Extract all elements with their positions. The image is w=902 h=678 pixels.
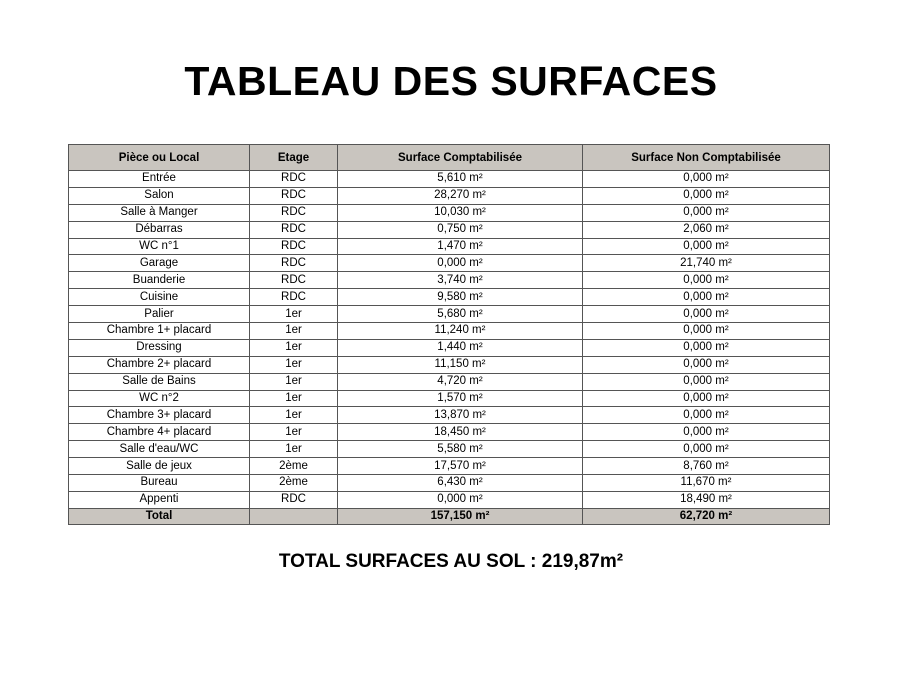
counted-surface-cell: 10,030 m² <box>338 204 583 221</box>
table-body <box>69 171 830 509</box>
uncounted-surface-cell: 0,000 m² <box>583 356 830 373</box>
table-row <box>69 323 830 340</box>
room-name-cell: Buanderie <box>69 272 250 289</box>
table-row <box>69 171 830 188</box>
table-row <box>69 272 830 289</box>
table-row <box>69 424 830 441</box>
room-name-cell: Salle de jeux <box>69 458 250 475</box>
counted-surface-cell: 28,270 m² <box>338 187 583 204</box>
page-title: TABLEAU DES SURFACES <box>184 58 718 104</box>
counted-surface-cell: 11,150 m² <box>338 356 583 373</box>
table-row <box>69 255 830 272</box>
floor-cell: 2ème <box>250 458 338 475</box>
counted-surface-cell: 1,440 m² <box>338 339 583 356</box>
uncounted-surface-cell: 0,000 m² <box>583 323 830 340</box>
uncounted-surface-cell: 0,000 m² <box>583 441 830 458</box>
counted-surface-cell: 5,610 m² <box>338 171 583 188</box>
uncounted-surface-cell: 0,000 m² <box>583 289 830 306</box>
uncounted-surface-cell: 0,000 m² <box>583 339 830 356</box>
room-name-cell: Chambre 3+ placard <box>69 407 250 424</box>
table-row <box>69 238 830 255</box>
floor-cell: 2ème <box>250 475 338 492</box>
uncounted-surface-cell: 18,490 m² <box>583 491 830 508</box>
room-name-cell: Salon <box>69 187 250 204</box>
total-counted-surface: 157,150 m² <box>338 508 583 524</box>
table-row <box>69 187 830 204</box>
room-name-cell: Entrée <box>69 171 250 188</box>
floor-cell: RDC <box>250 255 338 272</box>
uncounted-surface-cell: 21,740 m² <box>583 255 830 272</box>
table-row <box>69 289 830 306</box>
table-row <box>69 458 830 475</box>
counted-surface-cell: 0,000 m² <box>338 491 583 508</box>
column-header-counted-surface: Surface Comptabilisée <box>338 145 583 171</box>
uncounted-surface-cell: 0,000 m² <box>583 238 830 255</box>
room-name-cell: Bureau <box>69 475 250 492</box>
room-name-cell: Débarras <box>69 221 250 238</box>
surfaces-table <box>68 144 830 525</box>
room-name-cell: Garage <box>69 255 250 272</box>
counted-surface-cell: 3,740 m² <box>338 272 583 289</box>
table-row <box>69 306 830 323</box>
floor-cell: 1er <box>250 441 338 458</box>
table-row <box>69 475 830 492</box>
counted-surface-cell: 17,570 m² <box>338 458 583 475</box>
room-name-cell: WC n°2 <box>69 390 250 407</box>
counted-surface-cell: 1,470 m² <box>338 238 583 255</box>
floor-cell: RDC <box>250 187 338 204</box>
room-name-cell: Salle d'eau/WC <box>69 441 250 458</box>
uncounted-surface-cell: 0,000 m² <box>583 171 830 188</box>
counted-surface-cell: 9,580 m² <box>338 289 583 306</box>
uncounted-surface-cell: 8,760 m² <box>583 458 830 475</box>
floor-cell: RDC <box>250 221 338 238</box>
floor-cell: 1er <box>250 356 338 373</box>
table-row <box>69 441 830 458</box>
room-name-cell: Chambre 1+ placard <box>69 323 250 340</box>
floor-cell: RDC <box>250 171 338 188</box>
room-name-cell: Dressing <box>69 339 250 356</box>
uncounted-surface-cell: 0,000 m² <box>583 187 830 204</box>
table-row <box>69 390 830 407</box>
room-name-cell: Cuisine <box>69 289 250 306</box>
floor-cell: 1er <box>250 306 338 323</box>
total-label: Total <box>69 508 250 524</box>
floor-cell: RDC <box>250 289 338 306</box>
grand-total: TOTAL SURFACES AU SOL : 219,87m² <box>278 551 624 572</box>
room-name-cell: Salle à Manger <box>69 204 250 221</box>
counted-surface-cell: 1,570 m² <box>338 390 583 407</box>
counted-surface-cell: 18,450 m² <box>338 424 583 441</box>
floor-cell: 1er <box>250 339 338 356</box>
counted-surface-cell: 5,680 m² <box>338 306 583 323</box>
floor-cell: 1er <box>250 407 338 424</box>
column-header-uncounted-surface: Surface Non Comptabilisée <box>583 145 830 171</box>
total-uncounted-surface: 62,720 m² <box>583 508 830 524</box>
table-row <box>69 407 830 424</box>
uncounted-surface-cell: 2,060 m² <box>583 221 830 238</box>
floor-cell: RDC <box>250 238 338 255</box>
uncounted-surface-cell: 0,000 m² <box>583 390 830 407</box>
room-name-cell: Appenti <box>69 491 250 508</box>
counted-surface-cell: 0,750 m² <box>338 221 583 238</box>
table-total-row <box>69 508 830 524</box>
room-name-cell: Chambre 4+ placard <box>69 424 250 441</box>
uncounted-surface-cell: 0,000 m² <box>583 204 830 221</box>
table-row <box>69 373 830 390</box>
uncounted-surface-cell: 0,000 m² <box>583 306 830 323</box>
floor-cell: 1er <box>250 373 338 390</box>
room-name-cell: Salle de Bains <box>69 373 250 390</box>
uncounted-surface-cell: 0,000 m² <box>583 407 830 424</box>
total-floor <box>250 508 338 524</box>
room-name-cell: Palier <box>69 306 250 323</box>
table-header-row <box>69 145 830 171</box>
column-header-floor: Etage <box>250 145 338 171</box>
uncounted-surface-cell: 0,000 m² <box>583 272 830 289</box>
floor-cell: RDC <box>250 272 338 289</box>
counted-surface-cell: 4,720 m² <box>338 373 583 390</box>
table-row <box>69 221 830 238</box>
floor-cell: RDC <box>250 491 338 508</box>
table-row <box>69 491 830 508</box>
floor-cell: 1er <box>250 390 338 407</box>
counted-surface-cell: 13,870 m² <box>338 407 583 424</box>
room-name-cell: WC n°1 <box>69 238 250 255</box>
uncounted-surface-cell: 11,670 m² <box>583 475 830 492</box>
floor-cell: RDC <box>250 204 338 221</box>
room-name-cell: Chambre 2+ placard <box>69 356 250 373</box>
floor-cell: 1er <box>250 323 338 340</box>
table-row <box>69 204 830 221</box>
table-row <box>69 339 830 356</box>
uncounted-surface-cell: 0,000 m² <box>583 373 830 390</box>
column-header-room: Pièce ou Local <box>69 145 250 171</box>
floor-cell: 1er <box>250 424 338 441</box>
counted-surface-cell: 6,430 m² <box>338 475 583 492</box>
uncounted-surface-cell: 0,000 m² <box>583 424 830 441</box>
counted-surface-cell: 0,000 m² <box>338 255 583 272</box>
counted-surface-cell: 11,240 m² <box>338 323 583 340</box>
table-row <box>69 356 830 373</box>
counted-surface-cell: 5,580 m² <box>338 441 583 458</box>
